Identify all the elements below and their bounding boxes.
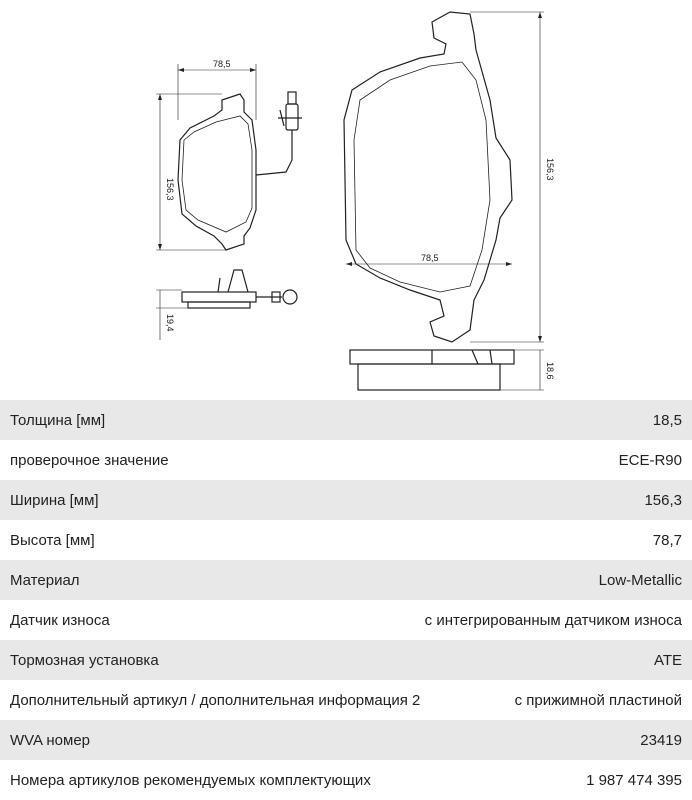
small-pad-front-view (178, 92, 302, 250)
spec-value: 1 987 474 395 (586, 771, 682, 789)
specs-table (0, 400, 692, 800)
large-pad-height-label: 156,3 (545, 158, 555, 181)
large-pad-width-label: 78,5 (421, 253, 439, 263)
small-pad-width-label: 78,5 (213, 59, 231, 69)
spec-row (0, 480, 692, 520)
spec-label: проверочное значение (10, 451, 169, 469)
spec-value: 156,3 (644, 491, 682, 509)
spec-value: 78,7 (652, 531, 682, 549)
spec-row (0, 680, 692, 720)
spec-row (0, 560, 692, 600)
large-pad-side-view (350, 350, 514, 390)
spec-label: Тормозная установка (10, 651, 159, 669)
spec-value: с прижимной пластиной (514, 691, 682, 709)
spec-label: WVA номер (10, 731, 91, 749)
large-pad-thickness-label: 18,6 (545, 362, 555, 380)
large-pad-height-dimension (470, 12, 544, 342)
spec-row (0, 520, 692, 560)
spec-value: ATE (653, 651, 682, 669)
small-pad-thickness-label: 19,4 (165, 314, 175, 332)
spec-row (0, 400, 692, 440)
small-pad-side-view (182, 270, 297, 308)
spec-label: Материал (10, 571, 80, 589)
spec-row (0, 600, 692, 640)
spec-row (0, 760, 692, 800)
spec-row (0, 720, 692, 760)
spec-label: Высота [мм] (10, 531, 95, 549)
large-pad-thickness-dimension (500, 350, 544, 390)
small-pad-height-label: 156,3 (165, 178, 175, 201)
spec-label: Датчик износа (10, 611, 110, 629)
spec-row (0, 440, 692, 480)
spec-value: с интегрированным датчиком износа (424, 611, 682, 629)
spec-value: 23419 (640, 731, 682, 749)
spec-value: ECE-R90 (618, 451, 682, 469)
spec-label: Ширина [мм] (10, 491, 99, 509)
spec-label: Номера артикулов рекомендуемых комплектующих (10, 771, 371, 789)
spec-value: Low-Metallic (598, 571, 682, 589)
spec-label: Толщина [мм] (10, 411, 106, 429)
small-pad-height-dimension (156, 94, 226, 250)
large-pad-front-view (344, 12, 512, 342)
spec-value: 18,5 (652, 411, 682, 429)
spec-label: Дополнительный артикул / дополнительная информация 2 (10, 691, 421, 709)
spec-row (0, 640, 692, 680)
